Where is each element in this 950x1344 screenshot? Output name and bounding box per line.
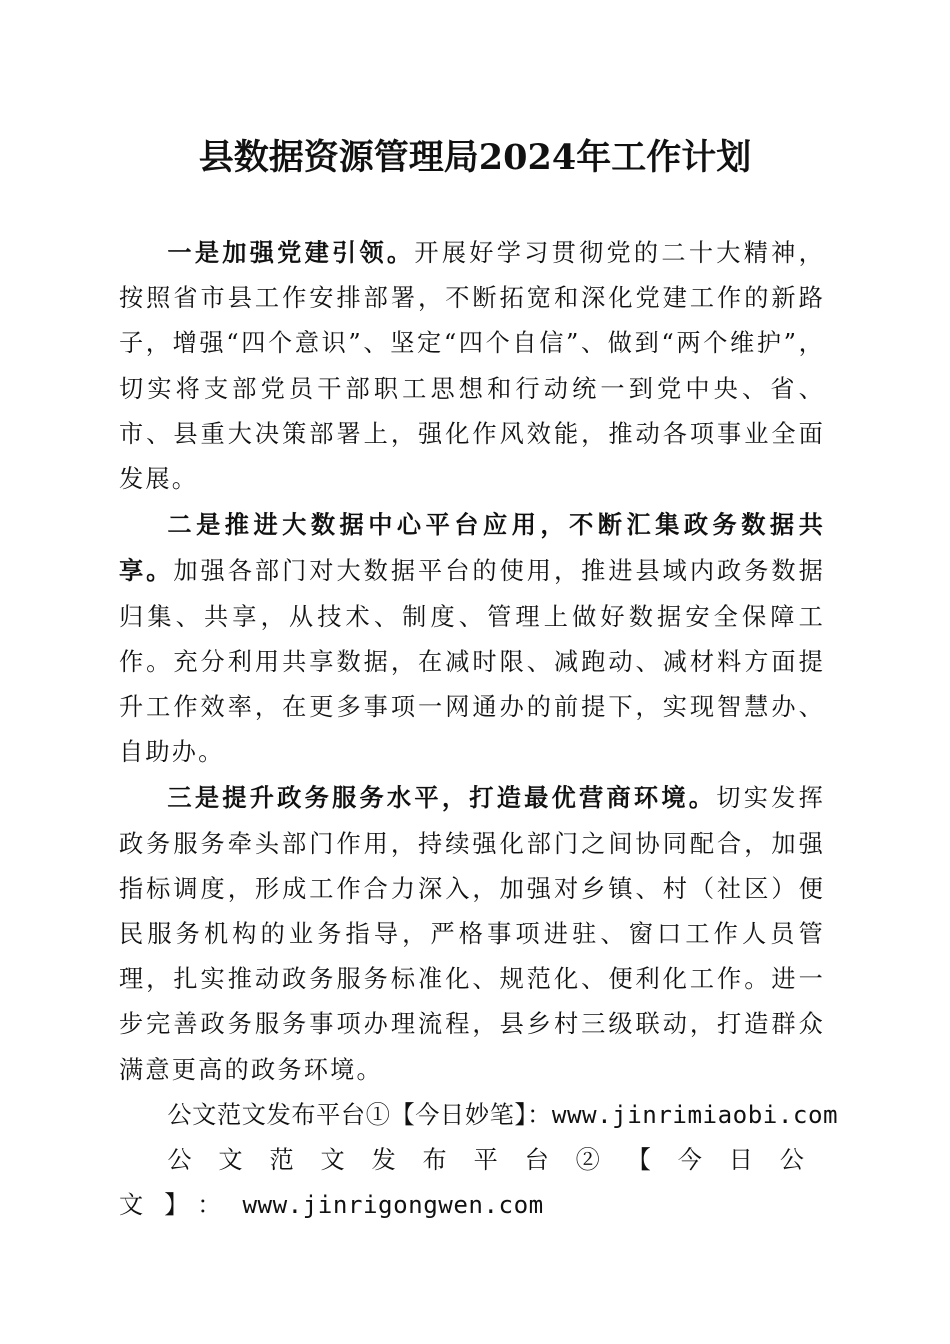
paragraph-2-lead: 二是推进大数据中心平台应用，不断汇集政务数据共享。: [119, 510, 825, 586]
footer-platform-1-label: 公文范文发布平台①【今日妙笔】：: [167, 1100, 552, 1129]
paragraph-1-lead: 一是加强党建引领。: [167, 238, 415, 267]
paragraph-3-text: 切实发挥政务服务牵头部门作用，持续强化部门之间协同配合，加强指标调度，形成工作合力深入，加强对乡镇、村（社区）便民服务机构的业务指导，严格事项进驻、窗口工作人员管理，扎实推动政务服务标准化、规范化、便利化工作。进一步完善政务服务事项办理流程，县乡村三级联动，打造群众满意更高的政务环境。: [119, 784, 825, 1084]
footer-platform-2-url[interactable]: www.jinrigongwen.com: [242, 1191, 544, 1220]
footer-platform-1-url[interactable]: www.jinrimiaobi.com: [551, 1100, 839, 1129]
paragraph-2-text: 加强各部门对大数据平台的使用，推进县域内政务数据归集、共享，从技术、制度、管理上做好数据安全保障工作。充分利用共享数据，在减时限、减跑动、减材料方面提升工作效率，在更多事项一网通办的前提下，实现智慧办、自助办。: [119, 557, 825, 767]
footer-platform-2-label: 公文范文发布平台②【今日公文】：: [119, 1146, 825, 1220]
document-body: [119, 230, 839, 1228]
paragraph-2: [119, 502, 825, 775]
paragraph-1: [119, 230, 825, 502]
footer-platform-2: [119, 1138, 825, 1228]
paragraph-3: [119, 775, 825, 1092]
footer-platform-1: [119, 1093, 839, 1138]
document-title: 县数据资源管理局2024年工作计划: [198, 137, 752, 178]
paragraph-1-text: 开展好学习贯彻党的二十大精神，按照省市县工作安排部署，不断拓宽和深化党建工作的新路子，增强“四个意识”、坚定“四个自信”、做到“两个维护”，切实将支部党员干部职工思想和行动统一到党中央、省、市、县重大决策部署上，强化作风效能，推动各项事业全面发展。: [119, 239, 825, 494]
paragraph-3-lead: 三是提升政务服务水平，打造最优营商环境。: [167, 783, 717, 813]
